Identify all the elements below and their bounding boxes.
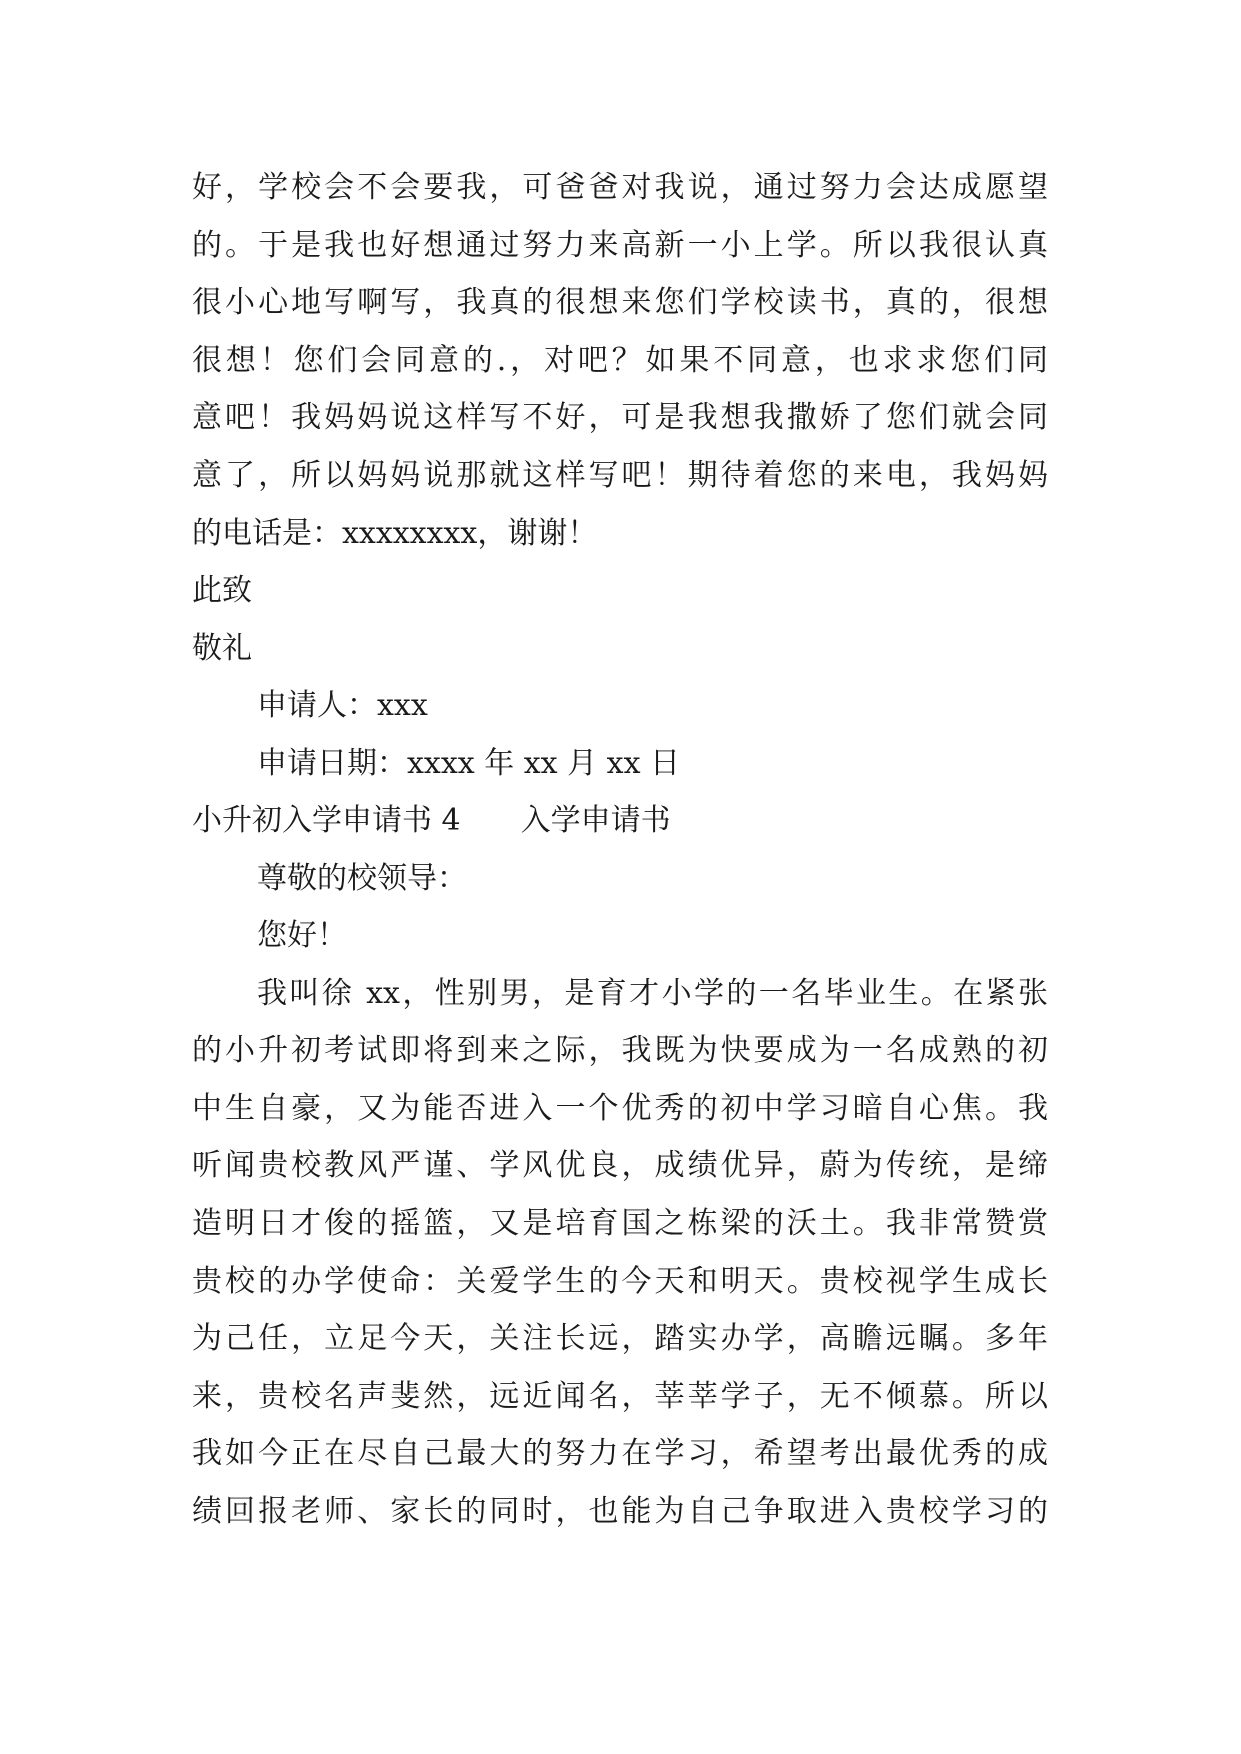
salutation: 尊敬的校领导： [257, 861, 467, 896]
paragraph-line: 好，学校会不会要我，可爸爸对我说，通过努力会达成愿望 [192, 170, 1048, 205]
applicant-name: 申请人：xxx [257, 688, 428, 723]
paragraph-line: 造明日才俊的摇篮，又是培育国之栋梁的沃土。我非常赞赏 [192, 1206, 1048, 1241]
paragraph-line: 来，贵校名声斐然，远近闻名，莘莘学子，无不倾慕。所以 [192, 1379, 1048, 1414]
paragraph-line: 我叫徐 xx，性别男，是育才小学的一名毕业生。在紧张 [257, 976, 1048, 1011]
paragraph-line: 为己任，立足今天，关注长远，踏实办学，高瞻远瞩。多年 [192, 1321, 1048, 1356]
closing-salute: 敬礼 [192, 631, 252, 666]
paragraph-line: 的。于是我也好想通过努力来高新一小上学。所以我很认真 [192, 228, 1048, 263]
paragraph-line: 很想！您们会同意的.，对吧？如果不同意，也求求您们同 [192, 343, 1048, 378]
greeting: 您好！ [257, 918, 347, 953]
paragraph-line: 我如今正在尽自己最大的努力在学习，希望考出最优秀的成 [192, 1436, 1048, 1471]
paragraph-line: 贵校的办学使命：关爱学生的今天和明天。贵校视学生成长 [192, 1264, 1048, 1299]
paragraph-line: 意吧！我妈妈说这样写不好，可是我想我撒娇了您们就会同 [192, 400, 1048, 435]
paragraph-line: 听闻贵校教风严谨、学风优良，成绩优异，蔚为传统，是缔 [192, 1148, 1048, 1183]
paragraph-line: 绩回报老师、家长的同时，也能为自己争取进入贵校学习的 [192, 1494, 1048, 1529]
application-date: 申请日期：xxxx 年 xx 月 xx 日 [257, 746, 681, 781]
closing-greeting: 此致 [192, 573, 252, 608]
paragraph-line: 很小心地写啊写，我真的很想来您们学校读书，真的，很想 [192, 285, 1048, 320]
paragraph-line: 的小升初考试即将到来之际，我既为快要成为一名成熟的初 [192, 1033, 1048, 1068]
paragraph-line: 意了，所以妈妈说那就这样写吧！期待着您的来电，我妈妈 [192, 458, 1048, 493]
section-title: 小升初入学申请书 4 入学申请书 [192, 803, 671, 838]
paragraph-line: 的电话是：xxxxxxxx，谢谢！ [192, 516, 598, 551]
paragraph-line: 中生自豪，又为能否进入一个优秀的初中学习暗自心焦。我 [192, 1091, 1048, 1126]
